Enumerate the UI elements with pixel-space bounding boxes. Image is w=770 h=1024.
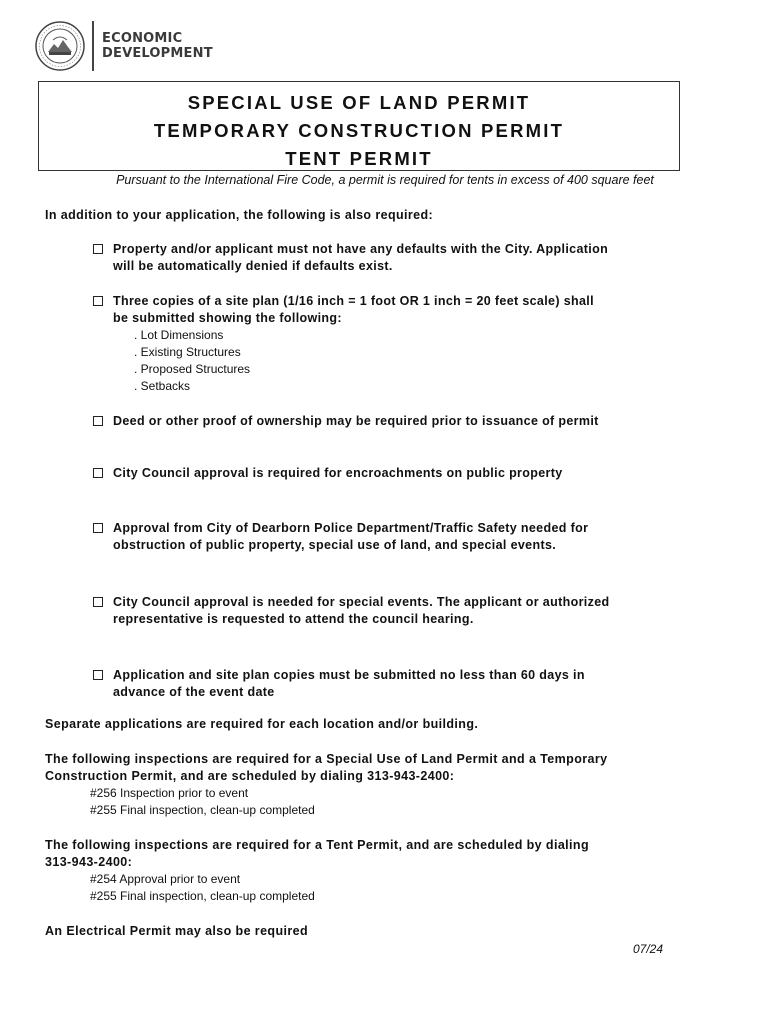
- requirement-line: Three copies of a site plan (1/16 inch = 1 foot OR 1 inch = 20 feet scale) shall: [113, 294, 594, 308]
- requirement-line: City Council approval is required for encroachments on public property: [113, 466, 563, 480]
- city-seal-icon: [34, 20, 86, 72]
- title-tent-permit: TENT PERMIT: [285, 148, 433, 169]
- inspection-item: #256 Inspection prior to event: [90, 786, 249, 800]
- inspections-slu-heading: [45, 751, 685, 785]
- title-special-use: SPECIAL USE OF LAND PERMIT: [187, 92, 531, 113]
- requirement-line: Application and site plan copies must be submitted no less than 60 days in: [113, 668, 585, 682]
- requirement-line: be submitted showing the following:: [113, 311, 342, 325]
- site-plan-item: . Proposed Structures: [134, 362, 251, 376]
- requirement-police-approval: [93, 520, 683, 554]
- requirement-site-plan: [93, 293, 683, 327]
- requirement-special-events: [93, 594, 683, 628]
- inspections-tent-heading: [45, 837, 685, 871]
- requirement-line: Deed or other proof of ownership may be required prior to issuance of permit: [113, 414, 599, 428]
- electrical-permit-note: An Electrical Permit may also be required: [45, 924, 309, 938]
- separate-applications-note: Separate applications are required for each location and/or building.: [45, 717, 479, 731]
- requirement-line: representative is requested to attend the council hearing.: [113, 612, 474, 626]
- requirement-deed: [93, 413, 683, 430]
- site-plan-item: . Lot Dimensions: [134, 328, 224, 342]
- requirement-text: [113, 293, 594, 327]
- fire-code-note: Pursuant to the International Fire Code, a permit is required for tents in excess of 400 square feet: [116, 173, 654, 187]
- requirement-60-days: [93, 667, 683, 701]
- requirement-text: [113, 520, 588, 554]
- requirement-line: obstruction of public property, special use of land, and special events.: [113, 538, 557, 552]
- revision-date: 07/24: [633, 942, 664, 956]
- site-plan-item: . Setbacks: [134, 379, 191, 393]
- checkbox[interactable]: [93, 244, 103, 254]
- requirement-text: [113, 594, 610, 628]
- requirement-text: [113, 667, 585, 701]
- inspections-line: The following inspections are required for a Tent Permit, and are scheduled by dialing: [45, 838, 589, 852]
- inspection-item: #255 Final inspection, clean-up completed: [90, 803, 315, 817]
- requirement-line: City Council approval is needed for special events. The applicant or authorized: [113, 595, 610, 609]
- title-temporary-construction: TEMPORARY CONSTRUCTION PERMIT: [153, 120, 565, 141]
- requirement-defaults: [93, 241, 683, 275]
- inspection-item: #255 Final inspection, clean-up completed: [90, 889, 315, 903]
- requirement-encroachments: [93, 465, 683, 482]
- checkbox[interactable]: [93, 670, 103, 680]
- requirement-line: will be automatically denied if defaults exist.: [113, 259, 393, 273]
- title-box: [38, 81, 680, 171]
- intro-text: In addition to your application, the following is also required:: [45, 208, 434, 222]
- site-plan-item: . Existing Structures: [134, 345, 241, 359]
- inspections-line: The following inspections are required for a Special Use of Land Permit and a Temporary: [45, 752, 608, 766]
- inspection-item: #254 Approval prior to event: [90, 872, 241, 886]
- logo-line-economic: ECONOMIC: [102, 31, 183, 46]
- requirement-line: Property and/or applicant must not have any defaults with the City. Application: [113, 242, 609, 256]
- requirement-text: [113, 465, 563, 482]
- header-logo: [34, 18, 213, 74]
- checkbox[interactable]: [93, 296, 103, 306]
- requirement-line: advance of the event date: [113, 685, 275, 699]
- logo-divider: [92, 21, 94, 71]
- inspections-line: 313-943-2400:: [45, 855, 133, 869]
- checkbox[interactable]: [93, 523, 103, 533]
- requirement-text: [113, 413, 599, 430]
- checkbox[interactable]: [93, 597, 103, 607]
- logo-text: [102, 31, 213, 61]
- checkbox[interactable]: [93, 468, 103, 478]
- logo-line-development: DEVELOPMENT: [102, 46, 213, 61]
- requirement-text: [113, 241, 608, 275]
- checkbox[interactable]: [93, 416, 103, 426]
- requirement-line: Approval from City of Dearborn Police Department/Traffic Safety needed for: [113, 521, 589, 535]
- inspections-line: Construction Permit, and are scheduled by dialing 313-943-2400:: [45, 769, 455, 783]
